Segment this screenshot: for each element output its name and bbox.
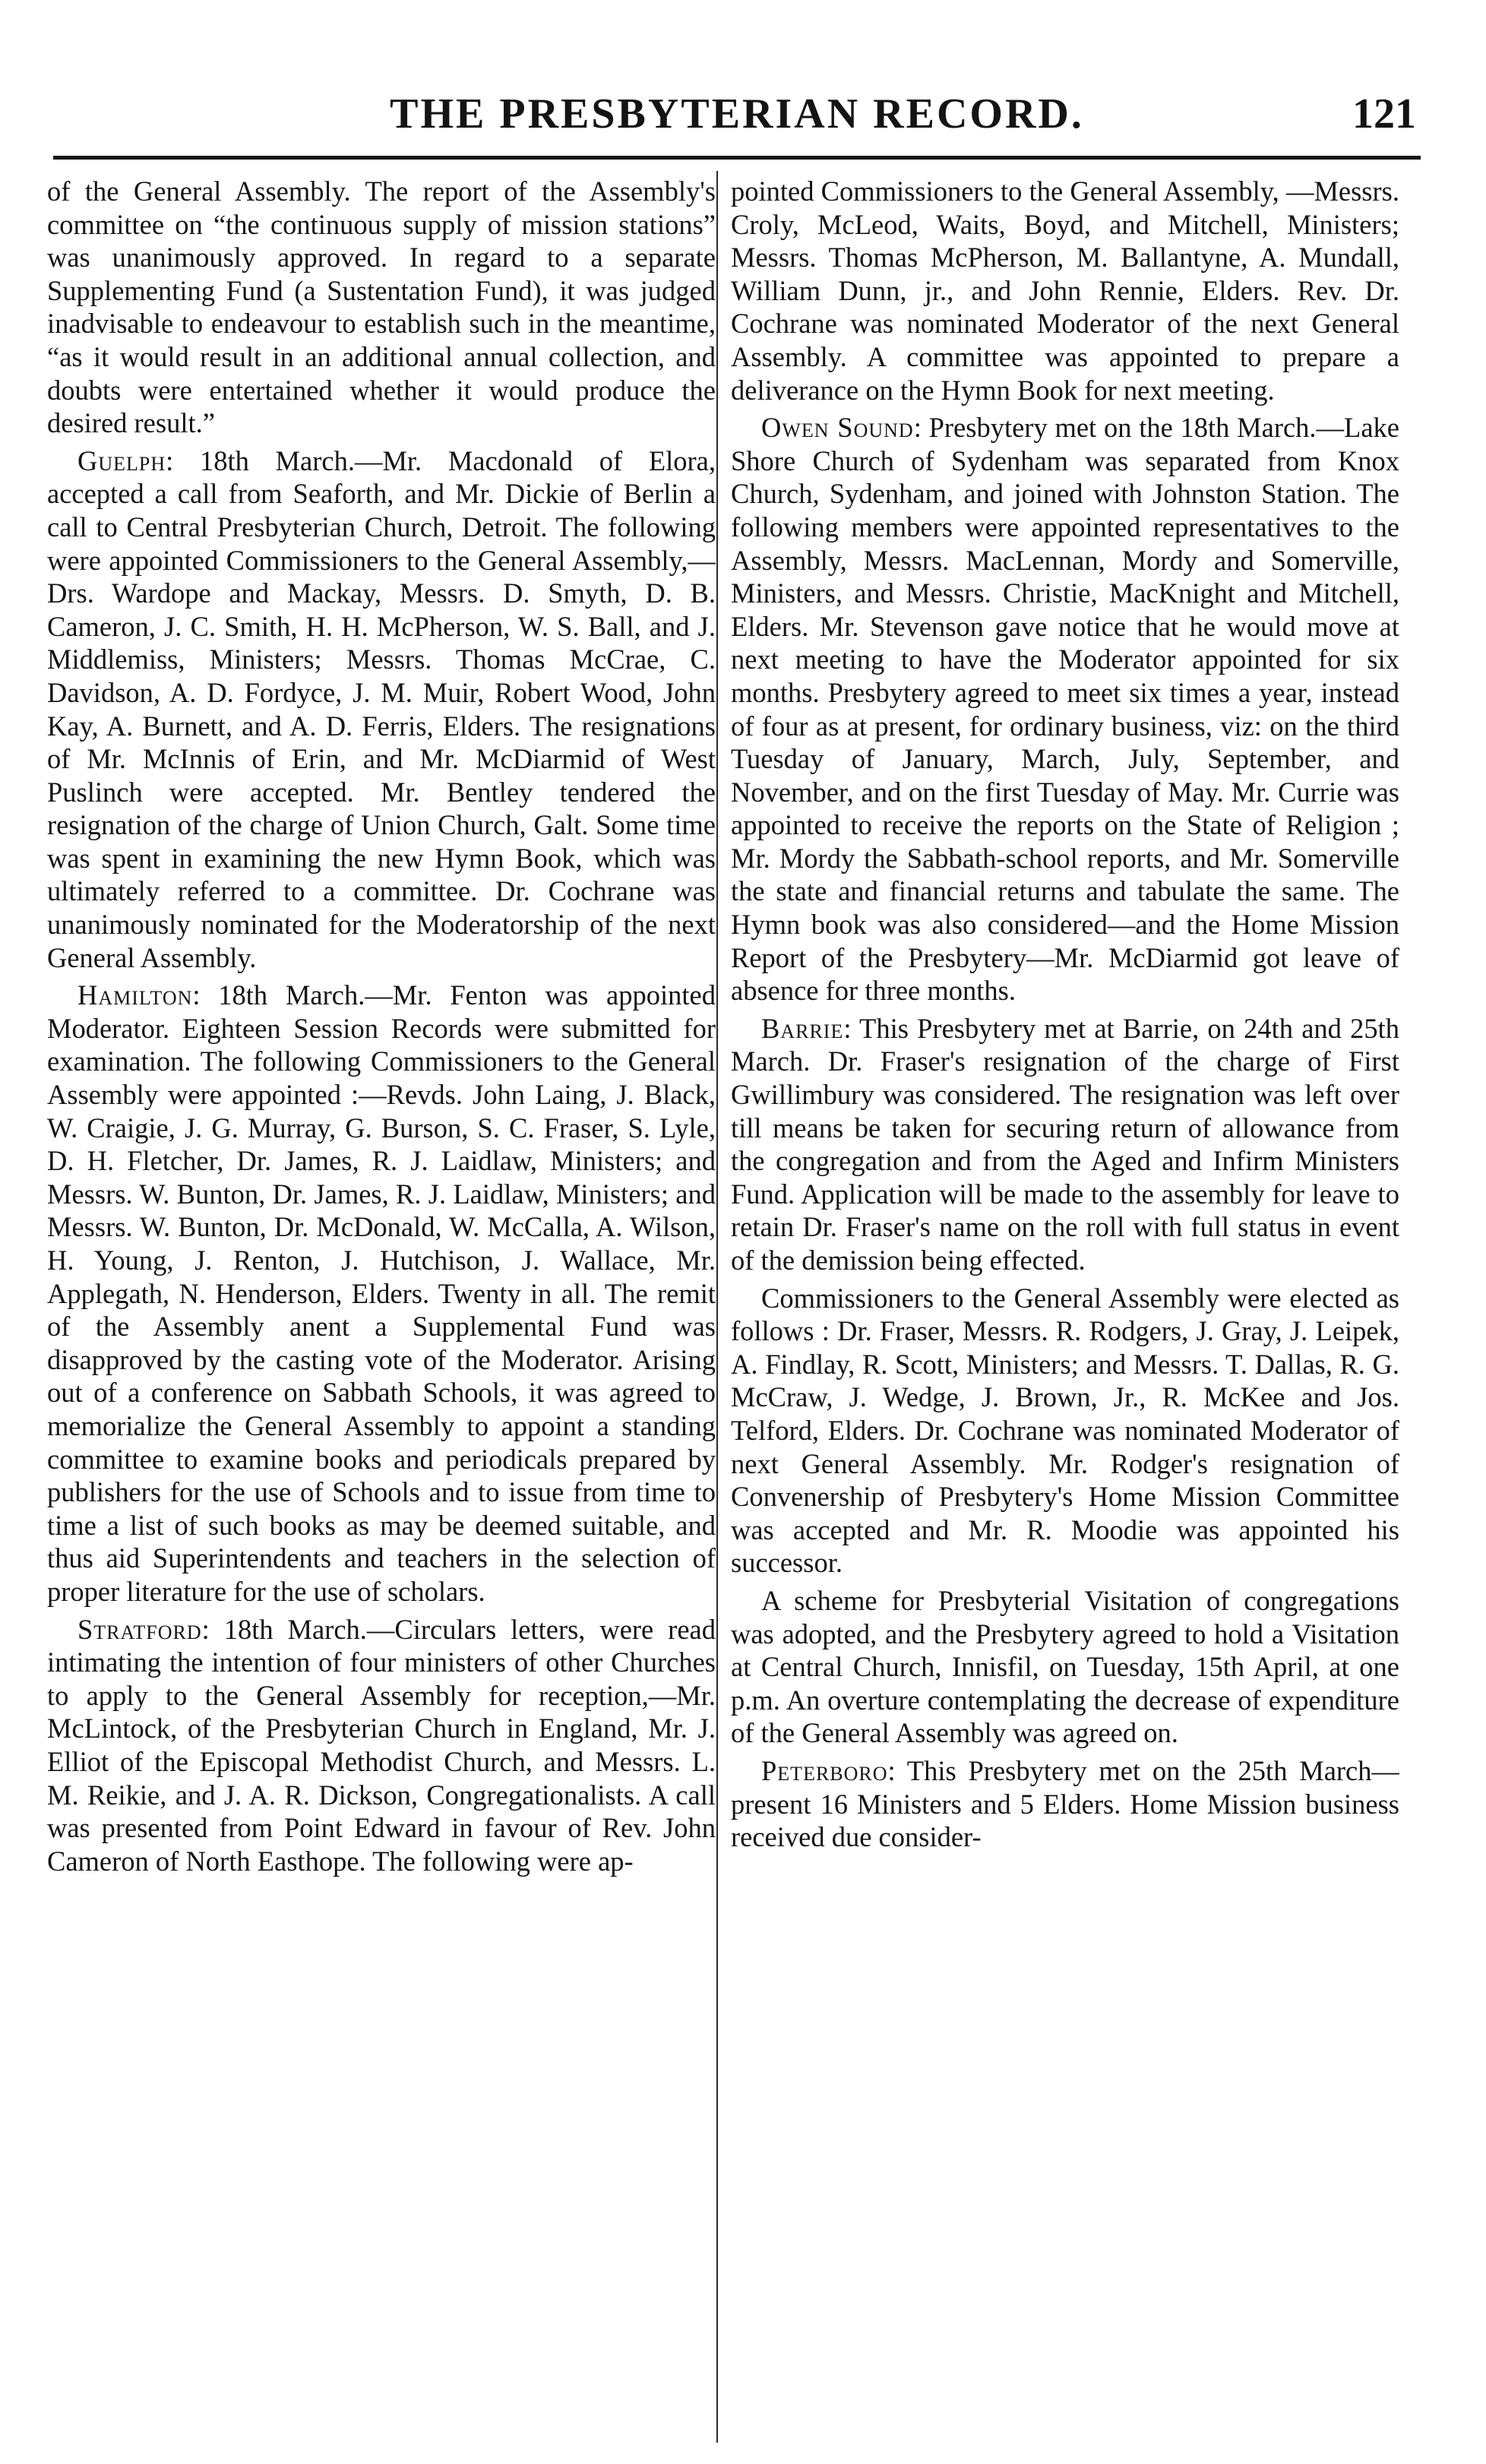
presbytery-heading-stratford: Stratford <box>77 1613 202 1645</box>
paragraph-stratford-continued: pointed Commissioners to the General Assembly, —Messrs. Croly, McLeod, Waits, Boyd, and Mitchell, Ministers; Messrs. Thomas McPherson, M. Ballantyne, A. Mundall, William Dunn, jr., and John Rennie, Elders. Rev. Dr. Cochrane was nominated Moderator of the next General Assembly. A committee was appointed to prepare a deliverance on the Hymn Book for next meeting. <box>731 176 1399 406</box>
paragraph-body: : This Presbytery met at Barrie, on 24th and 25th March. Dr. Fraser's resignation of the charge of First Gwillimbury was considered. The resignation was left over till means be taken for securing return of allowance from the congregation and from the Aged and Infirm Ministers Fund. Application will be made to the assembly for leave to retain Dr. Fraser's name on the roll with full status in event of the demission being effected. <box>731 1012 1399 1276</box>
right-column <box>731 175 1399 2443</box>
paragraph-body: : This Presbytery met on the 25th March—present 16 Ministers and 5 Elders. Home Mission business received due consider- <box>731 1754 1399 1853</box>
paragraph-body: : Presbytery met on the 18th March.—Lake Shore Church of Sydenham was separated from Knox Church, Sydenham, and joined with Johnston Station. The following members were appointed representatives to the Assembly, Messrs. MacLennan, Mordy and Somerville, Ministers, and Messrs. Christie, MacKnight and Mitchell, Elders. Mr. Stevenson gave notice that he would move at next meeting to have the Moderator appointed for six months. Presbytery agreed to meet six times a year, instead of four as at present, for ordinary business, viz: on the third Tuesday of January, March, July, September, and November, and on the first Tuesday of May. Mr. Currie was appointed to receive the reports on the State of Religion ; Mr. Mordy the Sabbath-school reports, and Mr. Somerville the state and financial returns and tabulate the same. The Hymn book was also considered—and the Home Mission Report of the Presbytery—Mr. McDiarmid got leave of absence for three months. <box>731 412 1399 1007</box>
paragraph-guelph <box>47 444 716 975</box>
page-number: 121 <box>1352 90 1416 138</box>
paragraph-peterboro <box>731 1754 1399 1854</box>
paragraph-stratford <box>47 1613 716 1878</box>
header-rule <box>53 156 1421 160</box>
paragraph-hamilton <box>47 979 716 1608</box>
paragraph-barrie-commissioners: Commissioners to the General Assembly were elected as follows : Dr. Fraser, Messrs. R. Rodgers, J. Gray, J. Leipek, A. Findlay, R. Scott, Ministers; and Messrs. T. Dallas, R. G. McCraw, J. Wedge, J. Brown, Jr., R. McKee and Jos. Telford, Elders. Dr. Cochrane was nominated Moderator of next General Assembly. Mr. Rodger's resignation of Convenership of Presbytery's Home Mission Committee was accepted and Mr. R. Moodie was appointed his successor. <box>731 1282 1399 1579</box>
presbytery-heading-guelph: Guelph <box>77 444 166 476</box>
paragraph-assembly-report: of the General Assembly. The report of the Assembly's committee on “the continuous supply of mission stations” was unanimously approved. In regard to a separate Supplementing Fund (a Sustentation Fund), it was judged inadvisable to endeavour to establish such in the meantime, “as it would result in an additional annual collection, and doubts were entertained whether it would produce the desired result.” <box>47 176 716 439</box>
paragraph-body: : 18th March.—Mr. Macdonald of Elora, accepted a call from Seaforth, and Mr. Dickie of Berlin a call to Central Presbyterian Church, Detroit. The following were appointed Commissioners to the General Assembly,—Drs. Wardope and Mackay, Messrs. D. Smyth, D. B. Cameron, J. C. Smith, H. H. McPherson, W. S. Ball, and J. Middlemiss, Ministers; Messrs. Thomas McCrae, C. Davidson, A. D. Fordyce, J. M. Muir, Robert Wood, John Kay, A. Burnett, and A. D. Ferris, Elders. The resignations of Mr. McInnis of Erin, and Mr. McDiarmid of West Puslinch were accepted. Mr. Bentley tendered the resignation of the charge of Union Church, Galt. Some time was spent in examining the new Hymn Book, which was ultimately referred to a committee. Dr. Cochrane was unanimously nominated for the Moderatorship of the next General Assembly. <box>47 444 716 973</box>
paragraph-barrie <box>731 1012 1399 1277</box>
presbytery-heading-peterboro: Peterboro <box>761 1754 888 1786</box>
page-header <box>53 84 1421 144</box>
paragraph-body: : 18th March.—Circulars letters, were read intimating the intention of four ministers of other Churches to apply to the General Assembly for reception,—Mr. McLintock, of the Presbyterian Church in England, Mr. J. Elliot of the Episcopal Methodist Church, and Messrs. L. M. Reikie, and J. A. R. Dickson, Congregationalists. A call was presented from Point Edward in favour of Rev. John Cameron of North Easthope. The following were ap- <box>47 1613 716 1877</box>
left-column <box>47 175 716 2443</box>
presbytery-heading-hamilton: Hamilton <box>77 979 193 1011</box>
journal-title: THE PRESBYTERIAN RECORD. <box>390 90 1084 138</box>
paragraph-visitation-scheme: A scheme for Presbyterial Visitation of congregations was adopted, and the Presbytery agreed to hold a Visitation at Central Church, Innisfil, on Tuesday, 15th April, at one p.m. An overture contemplating the decrease of expenditure of the General Assembly was agreed on. <box>731 1584 1399 1749</box>
paragraph-body: : 18th March.—Mr. Fenton was appointed Moderator. Eighteen Session Records were submitted for examination. The following Commissioners to the General Assembly were appointed :—Revds. John Laing, J. Black, W. Craigie, J. G. Murray, G. Burson, S. C. Fraser, S. Lyle, D. H. Fletcher, Dr. James, R. J. Laidlaw, Ministers; and Messrs. W. Bunton, Dr. James, R. J. Laidlaw, Ministers; and Messrs. W. Bunton, Dr. McDonald, W. McCalla, A. Wilson, H. Young, J. Renton, J. Hutchison, J. Wallace, Mr. Applegath, N. Henderson, Elders. Twenty in all. The remit of the Assembly anent a Supplemental Fund was disapproved by the casting vote of the Moderator. Arising out of a conference on Sabbath Schools, it was agreed to memorialize the General Assembly to appoint a standing committee to examine books and periodicals prepared by publishers for the use of Schools and to issue from time to time a list of such books as may be deemed suitable, and thus aid Superintendents and teachers in the selection of proper literature for the use of scholars. <box>47 979 716 1607</box>
paragraph-owen-sound <box>731 411 1399 1007</box>
column-divider <box>716 171 718 2443</box>
presbytery-heading-owen-sound: Owen Sound <box>761 412 914 444</box>
presbytery-heading-barrie: Barrie <box>761 1012 844 1044</box>
